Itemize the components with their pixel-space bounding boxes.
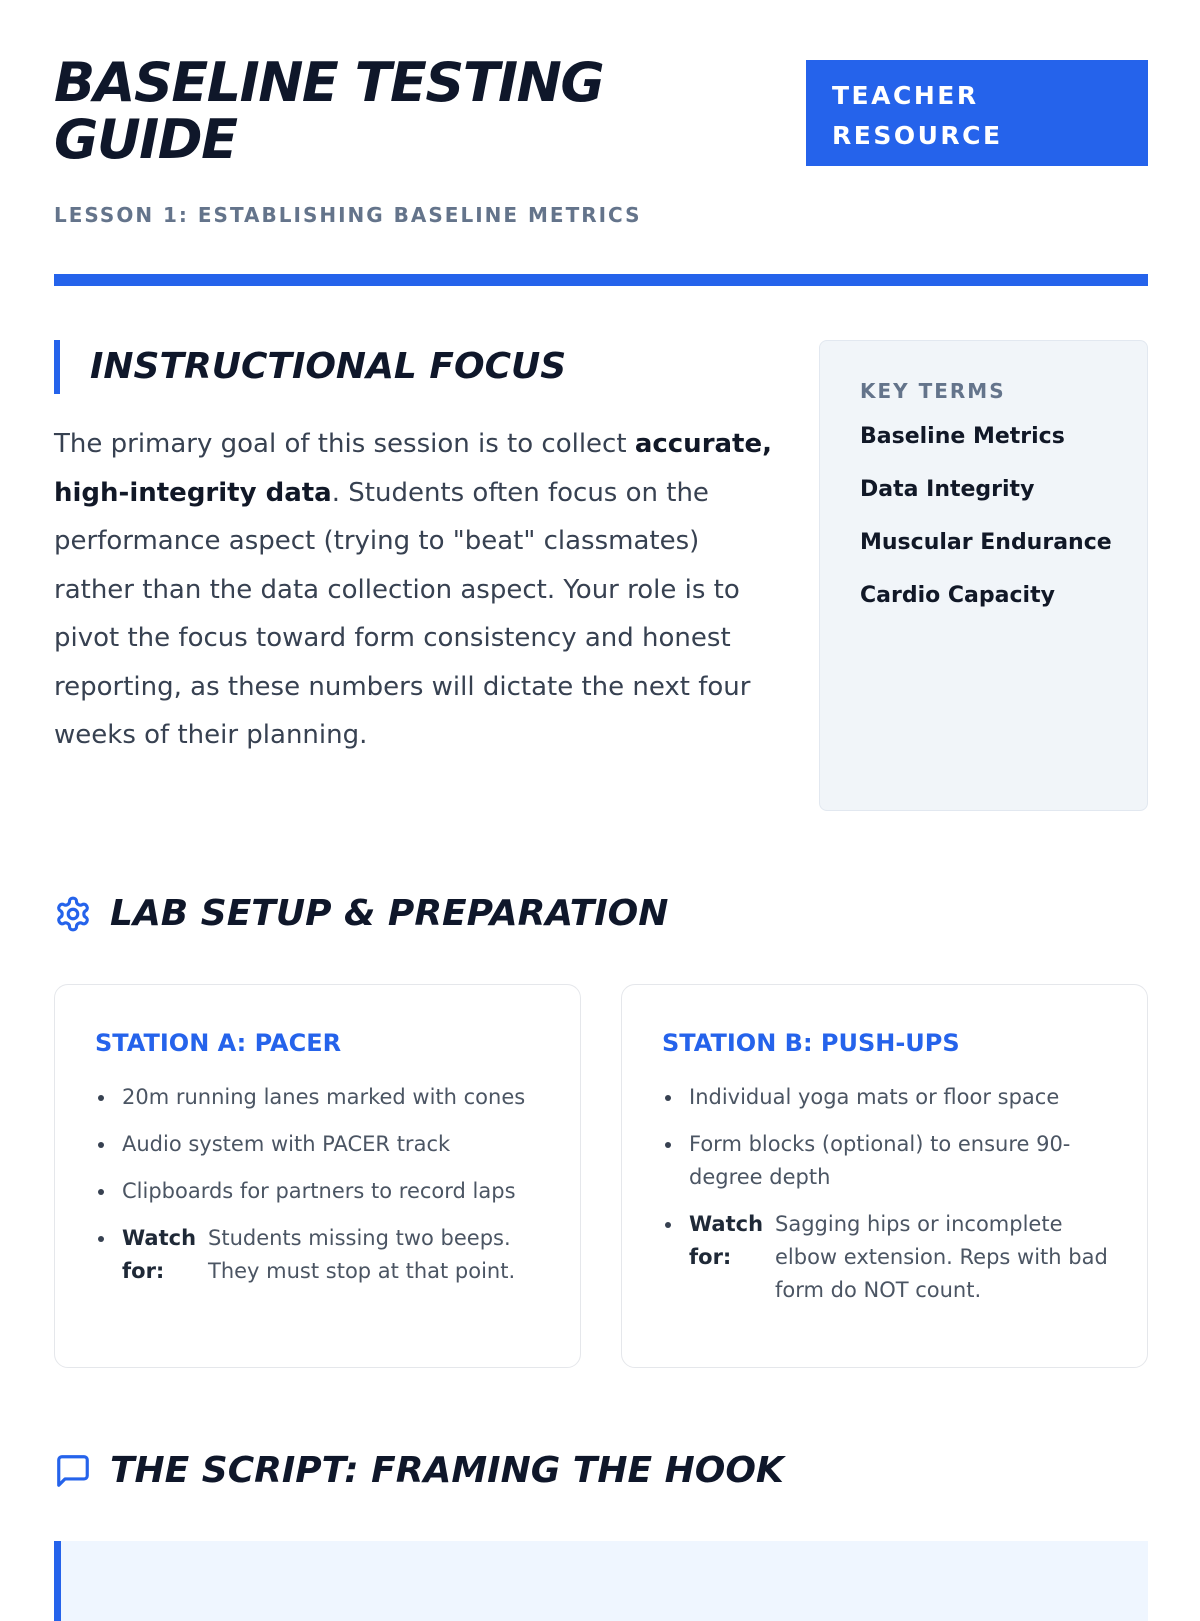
- page-title: BASELINE TESTING GUIDE: [54, 51, 604, 171]
- script-quote-block: [54, 1541, 1148, 1621]
- lab-setup-heading-text: LAB SETUP & PREPARATION: [110, 893, 669, 934]
- station-a-title: STATION A: PACER: [95, 1029, 342, 1057]
- watch-for-label: Watch for:: [122, 1226, 197, 1283]
- watch-for-note: [689, 1208, 1111, 1307]
- list-item: Clipboards for partners to record laps: [95, 1175, 544, 1208]
- station-b-title: STATION B: PUSH-UPS: [662, 1029, 960, 1057]
- lesson-subtitle: LESSON 1: ESTABLISHING BASELINE METRICS: [54, 203, 642, 227]
- badge-line-2: RESOURCE: [832, 121, 1003, 150]
- key-terms-label: KEY TERMS: [860, 379, 1006, 403]
- station-b-list: [662, 1081, 1111, 1307]
- focus-body-rest: . Students often focus on the performance aspect (trying to "beat" classmates) rather than the data collection aspect. Your role is to pivot the focus toward form consistency and honest reporting, as these numbers will dictate the next four weeks of their planning.: [54, 477, 751, 750]
- speech-bubble-icon: [54, 1452, 92, 1490]
- script-heading: [54, 1450, 784, 1491]
- list-item: [662, 1208, 1111, 1307]
- lab-setup-heading: [54, 893, 668, 934]
- list-item: Individual yoga mats or floor space: [662, 1081, 1111, 1114]
- script-heading-text: THE SCRIPT: FRAMING THE HOOK: [110, 1450, 784, 1491]
- instructional-focus-body: [54, 420, 774, 760]
- header-divider: [54, 274, 1148, 286]
- list-item: Form blocks (optional) to ensure 90-degree depth: [662, 1128, 1111, 1194]
- key-term: Muscular Endurance: [860, 530, 1112, 555]
- watch-for-text: Students missing two beeps. They must stop at that point.: [208, 1226, 516, 1283]
- key-terms-panel: [819, 340, 1148, 811]
- key-term: Cardio Capacity: [860, 583, 1055, 608]
- badge-line-1: TEACHER: [832, 81, 979, 110]
- teacher-resource-badge: [806, 60, 1148, 166]
- focus-body-intro: The primary goal of this session is to collect: [54, 429, 635, 459]
- watch-for-text: Sagging hips or incomplete elbow extension. Reps with bad form do NOT count.: [775, 1212, 1108, 1302]
- station-a-card: [54, 984, 581, 1368]
- gear-icon: [54, 895, 92, 933]
- list-item: [95, 1222, 544, 1288]
- station-a-list: [95, 1081, 544, 1288]
- instructional-focus-heading: INSTRUCTIONAL FOCUS: [54, 340, 566, 394]
- watch-for-label: Watch for:: [689, 1212, 764, 1269]
- list-item: 20m running lanes marked with cones: [95, 1081, 544, 1114]
- key-term: Data Integrity: [860, 477, 1035, 502]
- station-b-card: [621, 984, 1148, 1368]
- list-item: Audio system with PACER track: [95, 1128, 544, 1161]
- watch-for-note: [122, 1222, 544, 1288]
- key-term: Baseline Metrics: [860, 424, 1065, 449]
- focus-body-emphasis: accurate, high-integrity data: [54, 429, 772, 508]
